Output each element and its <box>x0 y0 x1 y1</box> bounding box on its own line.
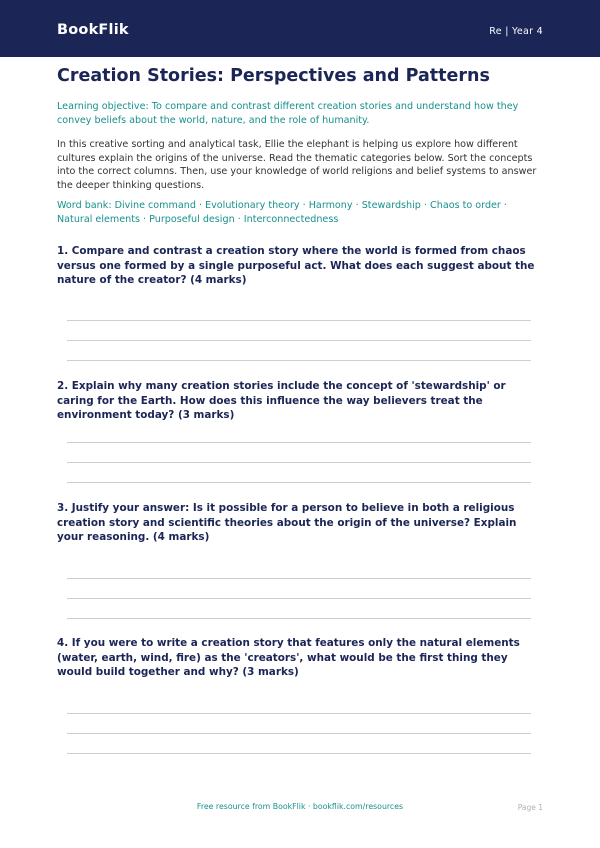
question-4: 4. If you were to write a creation story that features only the natural elements (water, earth, wind, fire) as the 'creators', what would be the first thing they would build together and why? (3 marks) <box>57 637 520 678</box>
answer-line[interactable] <box>67 340 531 341</box>
answer-line[interactable] <box>67 618 531 619</box>
answer-line[interactable] <box>67 578 531 579</box>
page-title: Creation Stories: Perspectives and Patterns <box>57 66 490 86</box>
footer-credit[interactable]: Free resource from BookFlik · bookflik.com/resources <box>196 802 404 811</box>
answer-line[interactable] <box>67 320 531 321</box>
answer-line[interactable] <box>67 462 531 463</box>
learning-objective: Learning objective: To compare and contrast different creation stories and understand how they convey beliefs about the world, nature, and the role of humanity. <box>57 101 519 126</box>
header-bar <box>0 0 600 57</box>
header-subject-year: Re | Year 4 <box>489 26 543 37</box>
answer-line[interactable] <box>67 753 531 754</box>
word-bank: Word bank: Divine command · Evolutionary theory · Harmony · Stewardship · Chaos to order · Natural elements · Purposeful design · Interconnectedness <box>57 200 507 225</box>
answer-line[interactable] <box>67 442 531 443</box>
question-3: 3. Justify your answer: Is it possible for a person to believe in both a religious creation story and scientific theories about the origin of the universe? Explain your reasoning. (4 marks) <box>57 502 517 543</box>
answer-line[interactable] <box>67 598 531 599</box>
question-1: 1. Compare and contrast a creation story where the world is formed from chaos versus one formed by a single purposeful act. What does each suggest about the nature of the creator? (4 marks) <box>57 245 535 286</box>
brand-logo[interactable]: BookFlik <box>57 22 129 38</box>
answer-line[interactable] <box>67 733 531 734</box>
answer-line[interactable] <box>67 713 531 714</box>
answer-line[interactable] <box>67 360 531 361</box>
question-2: 2. Explain why many creation stories include the concept of 'stewardship' or caring for the Earth. How does this influence the way believers treat the environment today? (3 marks) <box>57 380 506 421</box>
page-number: Page 1 <box>517 803 543 812</box>
intro-paragraph: In this creative sorting and analytical task, Ellie the elephant is helping us explore how different cultures explain the origins of the universe. Read the thematic categories below. Sort the concepts into the correct columns. Then, use your knowledge of world religions and belief systems to answer the deeper thinking questions. <box>57 139 537 191</box>
answer-line[interactable] <box>67 482 531 483</box>
